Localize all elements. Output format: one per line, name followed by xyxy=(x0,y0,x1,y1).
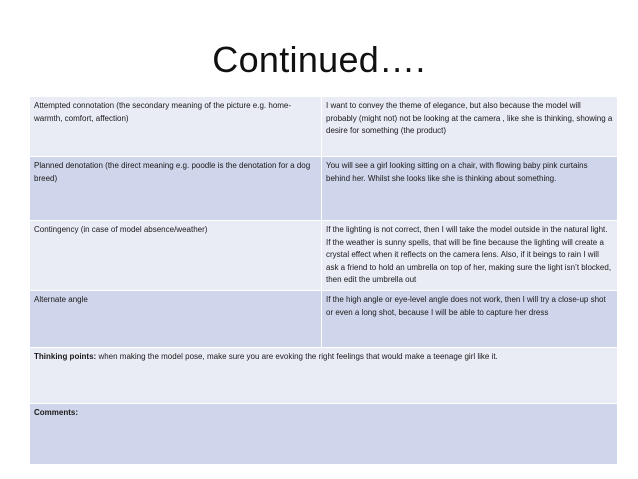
attempted-connotation-value: I want to convey the theme of elegance, but also because the model will probably (might not) not be looking at the camera , like she is thinking, showing a desire for something (the product) xyxy=(322,97,618,157)
thinking-points-label: Thinking points: xyxy=(34,352,97,361)
table-row-attempted-connotation xyxy=(30,97,618,157)
thinking-points-value: when making the model pose, make sure you are evoking the right feelings that would make a teenage girl like it. xyxy=(96,352,498,361)
planned-denotation-value: You will see a girl looking sitting on a chair, with flowing baby pink curtains behind her. Whilst she looks like she is thinking about something. xyxy=(322,157,618,221)
contingency-label: Contingency (in case of model absence/weather) xyxy=(30,221,322,291)
table-row-thinking-points xyxy=(30,348,618,404)
contingency-value-line2: If the weather is sunny spells, that will be fine because the lighting will create a crystal effect when it reflects on the camera lens. Also, if it beings to rain I will ask a friend to hold an umbrella on top of her, making sure the light isn’t blocked, then edit the umbrella out xyxy=(326,237,612,284)
table-row-planned-denotation xyxy=(30,157,618,221)
planned-denotation-label: Planned denotation (the direct meaning e.g. poodle is the denotation for a dog breed) xyxy=(30,157,322,221)
alternate-angle-label: Alternate angle xyxy=(30,291,322,348)
planning-table xyxy=(29,96,618,465)
table-row-comments xyxy=(30,404,618,465)
slide-title: Continued…. xyxy=(212,39,426,80)
table-row-alternate-angle xyxy=(30,291,618,348)
comments-label: Comments: xyxy=(34,408,79,417)
contingency-value xyxy=(322,221,618,291)
alternate-angle-value: If the high angle or eye-level angle does not work, then I will try a close-up shot or even a long shot, because I will be able to capture her dress xyxy=(322,291,618,348)
thinking-points-cell xyxy=(30,348,618,404)
attempted-connotation-label: Attempted connotation (the secondary meaning of the picture e.g. home- warmth, comfort, affection) xyxy=(30,97,322,157)
table-row-contingency xyxy=(30,221,618,291)
comments-cell xyxy=(30,404,618,465)
contingency-value-line1: If the lighting is not correct, then I will take the model outside in the natural light. xyxy=(326,225,608,234)
